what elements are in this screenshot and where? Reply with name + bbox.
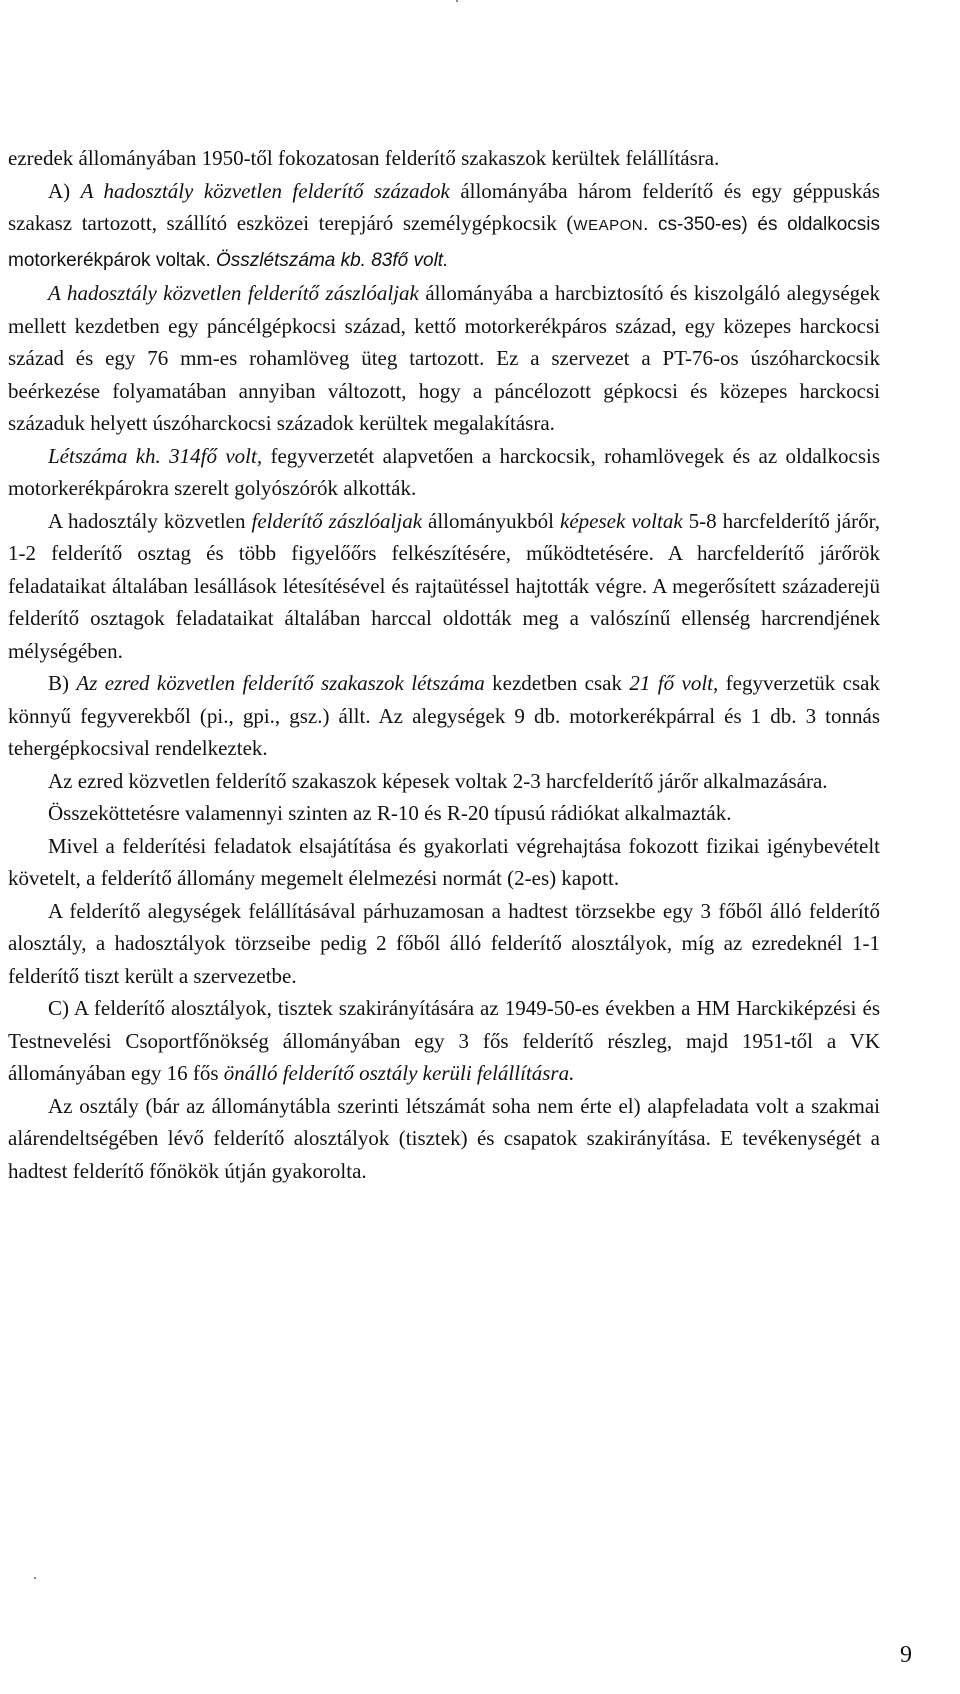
page-number: 9 bbox=[900, 1642, 912, 1668]
paragraph bbox=[8, 277, 880, 440]
paragraph bbox=[8, 992, 880, 1090]
text-run: fegyverzetük csak könnyű fegyverekből (pi., gpi., gsz.) állt. Az alegységek 9 db. motorkerékpárral és 1 db. 3 tonnás tehergépkocsival rendelkeztek. bbox=[8, 671, 880, 760]
italic-text-run: A hadosztály közvetlen felderítő századok bbox=[80, 178, 450, 203]
paragraph bbox=[8, 1090, 880, 1188]
paragraph bbox=[8, 667, 880, 765]
italic-text-run: 21 fő volt, bbox=[629, 671, 719, 695]
text-run: WEAPON bbox=[573, 217, 644, 234]
body-text bbox=[8, 142, 880, 1187]
italic-text-run: Összlétszáma kb. 83fő volt. bbox=[216, 249, 449, 271]
italic-text-run: Az ezred közvetlen felderítő szakaszok létszáma bbox=[76, 671, 485, 695]
text-run: Mivel a felderítési feladatok elsajátítása és gyakorlati végrehajtása fokozott fizikai igénybevételt követelt, a felderítő állomány megemelt élelmezési normát (2-es) kapott. bbox=[8, 833, 880, 890]
text-run: A) bbox=[48, 178, 81, 203]
paragraph bbox=[8, 895, 880, 993]
text-run: B) bbox=[48, 671, 77, 695]
paragraph bbox=[8, 175, 880, 278]
scan-mark bbox=[456, 0, 458, 2]
text-run: kezdetben csak bbox=[484, 671, 630, 695]
italic-text-run: képesek voltak bbox=[560, 508, 683, 533]
paragraph bbox=[8, 830, 880, 895]
text-run: C) A felderítő alosztályok, tisztek szakirányítására az 1949-50-es években a HM Harckiképzési és Testnevelési Csoportfőnökség állományában egy 3 fős felderítő részleg, majd 1951-től a VK állományában egy 16 fős bbox=[8, 996, 880, 1085]
text-run: . cs-350-es) és oldalkocsis motorkerékpárok voltak. bbox=[8, 214, 880, 271]
text-run: állományába a harcbiztosító és kiszolgáló alegységek mellett kezdetben egy páncélgépkocsi század, kettő motorkerékpáros század, egy közepes harckocsi század és egy 76 mm-es rohamlöveg üteg tartozott. Ez a szervezet a PT-76-os úszóharckocsik beérkezése folyamatában annyiban változott, hogy a páncélozott gépkocsi és közepes harckocsi századuk helyett úszóharckocsi századok kerültek megalakításra. bbox=[8, 281, 880, 435]
text-run: Az osztály (bár az állománytábla szerinti létszámát soha nem érte el) alapfeladata volt a szakmai alárendeltségében lévő felderítő alosztályok (tisztek) és csapatok szakirányítása. E tevékenységét a hadtest felderítő főnökök útján gyakorolta. bbox=[8, 1093, 880, 1183]
text-run: A felderítő alegységek felállításával párhuzamosan a hadtest törzsekbe egy 3 főből álló felderítő alosztály, a hadosztályok törzseibe pedig 2 főből álló felderítő alosztályok, míg az ezredeknél 1-1 felderítő tiszt került a szervezetbe. bbox=[8, 898, 880, 988]
text-run: Az ezred közvetlen felderítő szakaszok képesek voltak 2-3 harcfelderítő járőr alkalmazására. bbox=[48, 768, 828, 793]
text-run: Összeköttetésre valamennyi szinten az R-10 és R-20 típusú rádiókat alkalmazták. bbox=[48, 801, 732, 825]
italic-text-run: A hadosztály közvetlen felderítő zászlóaljak bbox=[48, 281, 419, 305]
italic-text-run: önálló felderítő osztály kerüli felállításra. bbox=[223, 1061, 575, 1085]
text-run: állományukból bbox=[422, 508, 561, 533]
paragraph bbox=[8, 505, 880, 668]
text-run: állományába három felderítő és egy géppuskás szakasz tartozott, szállító eszközei terepjáró személygépkocsik ( bbox=[8, 178, 880, 235]
text-run: ezredek állományában 1950-től fokozatosan felderítő szakaszok kerültek felállításra. bbox=[8, 146, 720, 170]
paragraph bbox=[8, 440, 880, 505]
text-run: fegyverzetét alapvetően a harckocsik, rohamlövegek és az oldalkocsis motorkerékpárokra szerelt golyószórók alkották. bbox=[8, 443, 880, 500]
paragraph bbox=[8, 797, 880, 830]
scan-mark bbox=[34, 1577, 36, 1579]
paragraph bbox=[8, 142, 880, 175]
italic-text-run: felderítő zászlóaljak bbox=[251, 508, 423, 533]
text-run: A hadosztály közvetlen bbox=[48, 508, 252, 533]
italic-text-run: Létszáma kh. 314fő volt, bbox=[48, 443, 263, 468]
text-run: 5-8 harcfelderítő járőr, 1-2 felderítő osztag és több figyelőőrs felkészítésére, működtetésére. A harcfelderítő járőrök feladataikat általában lesállások létesítésével és rajtaütéssel hajtották végre. A megerősített századerejü felderítő osztagok feladataikat általában harccal oldották meg a valószínű ellenség harcrendjének mélységében. bbox=[8, 508, 880, 663]
paragraph bbox=[8, 765, 880, 798]
